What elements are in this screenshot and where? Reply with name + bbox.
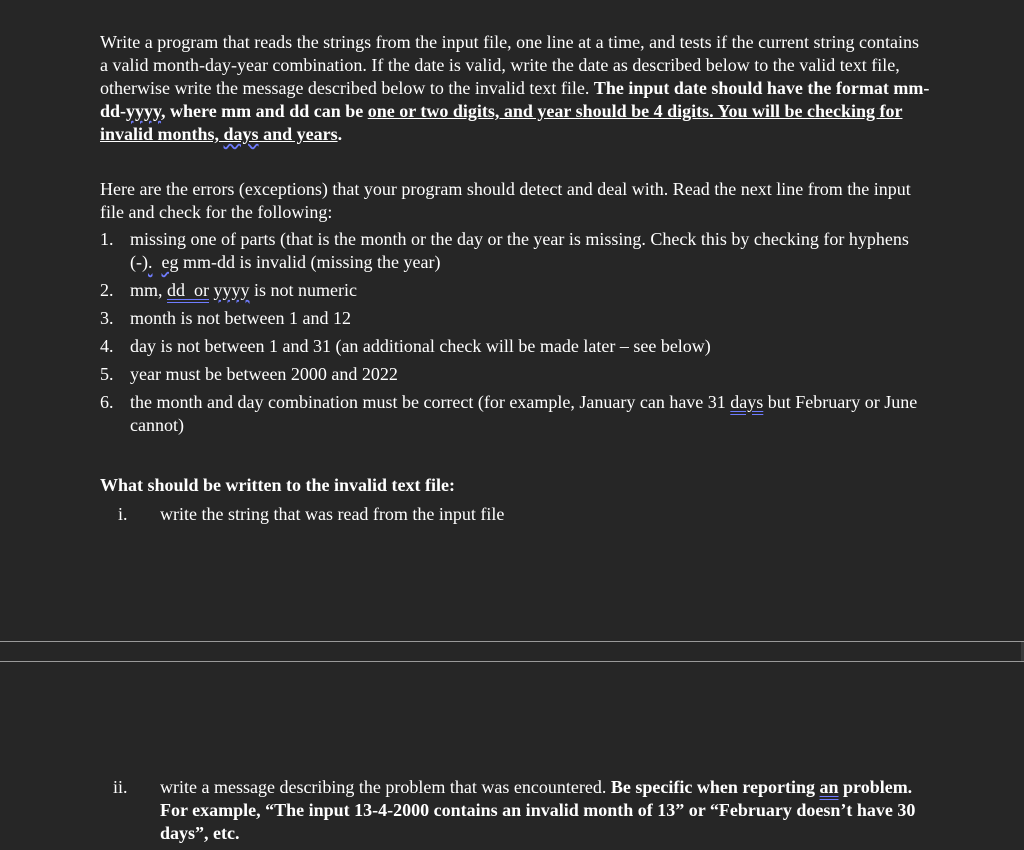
error-item-4: 4. day is not between 1 and 31 (an additional check will be made later – see below) — [100, 336, 711, 356]
days-word: days — [223, 124, 259, 144]
invalid-item-2: ii. write a message describing the problem that was encountered. Be specific when reporting an problem. For example, “The input 13-4-2000 contains an invalid month of 13” or “February doesn’t have 30 days”, etc. — [113, 777, 916, 843]
intro-paragraph — [100, 31, 930, 146]
error-item-2: 2. mm, dd or yyyy is not numeric — [100, 280, 357, 300]
error-item-5: 5. year must be between 2000 and 2022 — [100, 364, 398, 384]
invalid-heading: What should be written to the invalid text file: — [100, 475, 455, 495]
error-item-6: 6. the month and day combination must be correct (for example, January can have 31 days but February or June cannot) — [100, 392, 918, 435]
format-text: The input date should have the format mm-dd- — [100, 78, 930, 121]
error-item-3: 3. month is not between 1 and 12 — [100, 308, 351, 328]
years-word: and years — [258, 124, 338, 144]
format-yyyy: yyyy — [126, 101, 162, 121]
errors-list — [100, 228, 930, 437]
section-divider-top — [0, 641, 1024, 642]
errors-intro: Here are the errors (exceptions) that your program should detect and deal with. Read the next line from the input file and check for the following: — [100, 179, 911, 222]
error-item-1: 1. missing one of parts (that is the month or the day or the year is missing. Check this by checking for hyphens (-). eg mm-dd is invalid (missing the year) — [100, 229, 909, 272]
digits-requirement: one or two digits, and year should be 4 digits. You will be checking for invalid months, — [100, 101, 903, 144]
section-divider-bottom — [0, 661, 1024, 662]
intro-text: Write a program that reads the strings from the input file, one line at a time, and tests if the current string contains a valid month-day-year combination. If the date is valid, write the date as described below to the valid text file, otherwise write the message described below to the invalid text file. — [100, 32, 920, 98]
intro-period: . — [337, 124, 343, 144]
errors-section — [100, 178, 930, 442]
format-text-2: , where mm and dd can be — [161, 101, 368, 121]
invalid-item-1: i. write the string that was read from the input file — [118, 504, 505, 524]
